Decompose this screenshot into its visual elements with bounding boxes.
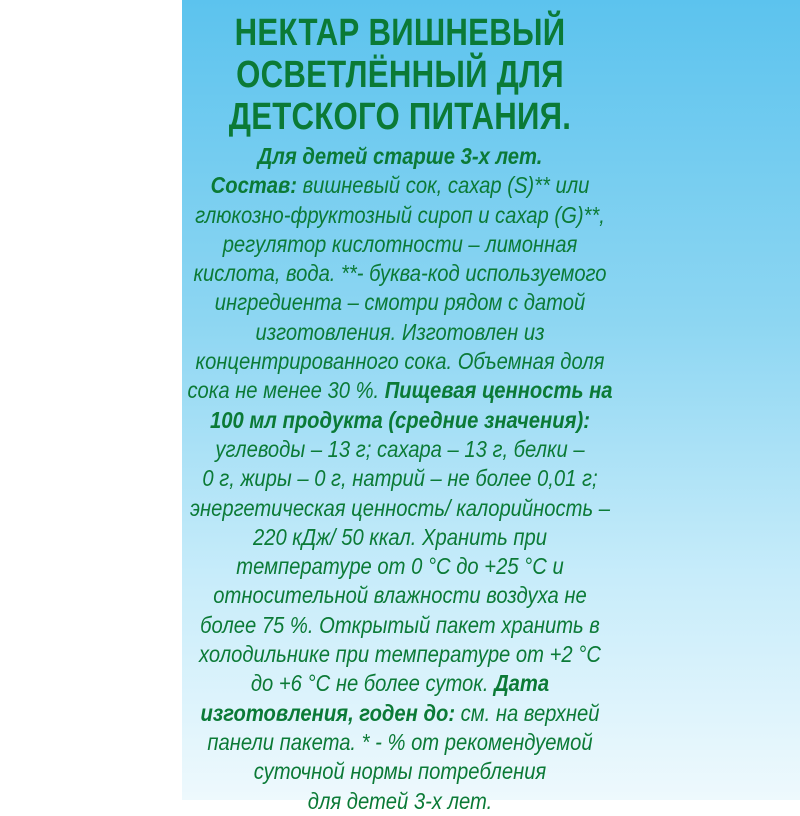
description-line	[183, 728, 616, 757]
description-line	[183, 347, 616, 376]
description-line	[183, 464, 616, 493]
plain-text: холодильнике при температуре от +2 °С	[199, 641, 601, 668]
plain-text: более 75 %. Открытый пакет хранить в	[200, 611, 600, 638]
title-line: ОСВЕТЛЁННЫЙ ДЛЯ	[236, 54, 564, 96]
description-line	[183, 318, 616, 347]
plain-text: регулятор кислотности – лимонная	[222, 230, 578, 257]
plain-text: 220 кДж/ 50 ккал. Хранить при	[252, 523, 548, 550]
description-line	[183, 259, 616, 288]
product-description	[183, 142, 616, 816]
description-line	[183, 288, 616, 317]
description-line	[183, 435, 616, 464]
title-line: ДЕТСКОГО ПИТАНИЯ.	[228, 96, 572, 138]
bold-text: 100 мл продукта (средние значения):	[210, 406, 590, 433]
description-line	[183, 494, 616, 523]
plain-text: для детей 3-х лет.	[307, 787, 493, 814]
plain-text: суточной нормы потребления	[253, 758, 547, 785]
description-line	[183, 230, 616, 259]
plain-text: сока не менее 30 %.	[187, 377, 385, 404]
plain-text: см. на верхней	[455, 699, 600, 726]
bold-text: Состав:	[210, 172, 297, 199]
plain-text: 0 г, жиры – 0 г, натрий – не более 0,01 г;	[202, 465, 598, 492]
description-line	[183, 201, 616, 230]
plain-text: концентрированного сока. Объемная доля	[195, 348, 605, 375]
description-line	[183, 523, 616, 552]
plain-text: ингредиента – смотри рядом с датой	[214, 289, 586, 316]
plain-text: кислота, вода. **- буква-код используемого	[193, 260, 607, 287]
product-title	[193, 12, 606, 138]
plain-text: вишневый сок, сахар (S)** или	[296, 172, 590, 199]
description-line	[183, 171, 616, 200]
description-line	[183, 611, 616, 640]
plain-text: изготовления. Изготовлен из	[255, 318, 545, 345]
title-line: НЕКТАР ВИШНЕВЫЙ	[234, 12, 566, 54]
description-line	[183, 376, 616, 405]
plain-text: панели пакета. * - % от рекомендуемой	[207, 728, 593, 755]
plain-text: до +6 °С не более суток.	[250, 670, 495, 697]
plain-text: углеводы – 13 г; сахара – 13 г, белки –	[215, 435, 585, 462]
description-line	[183, 757, 616, 786]
description-line	[183, 581, 616, 610]
description-line	[183, 699, 616, 728]
plain-text: энергетическая ценность/ калорийность –	[190, 494, 610, 521]
plain-text: глюкозно-фруктозный сироп и сахар (G)**,	[195, 201, 605, 228]
description-line	[183, 406, 616, 435]
label-text-block	[148, 12, 652, 816]
description-line	[183, 669, 616, 698]
bold-text: Для детей старше 3-х лет.	[257, 143, 543, 169]
description-line	[183, 552, 616, 581]
description-line	[183, 787, 616, 816]
bold-text: Пищевая ценность на	[384, 377, 613, 404]
plain-text: относительной влажности воздуха не	[213, 582, 587, 609]
bold-text: Дата	[494, 670, 550, 697]
description-line	[183, 640, 616, 669]
plain-text: температуре от 0 °С до +25 °С и	[236, 553, 564, 580]
bold-text: изготовления, годен до:	[200, 699, 456, 726]
description-line	[183, 142, 616, 171]
